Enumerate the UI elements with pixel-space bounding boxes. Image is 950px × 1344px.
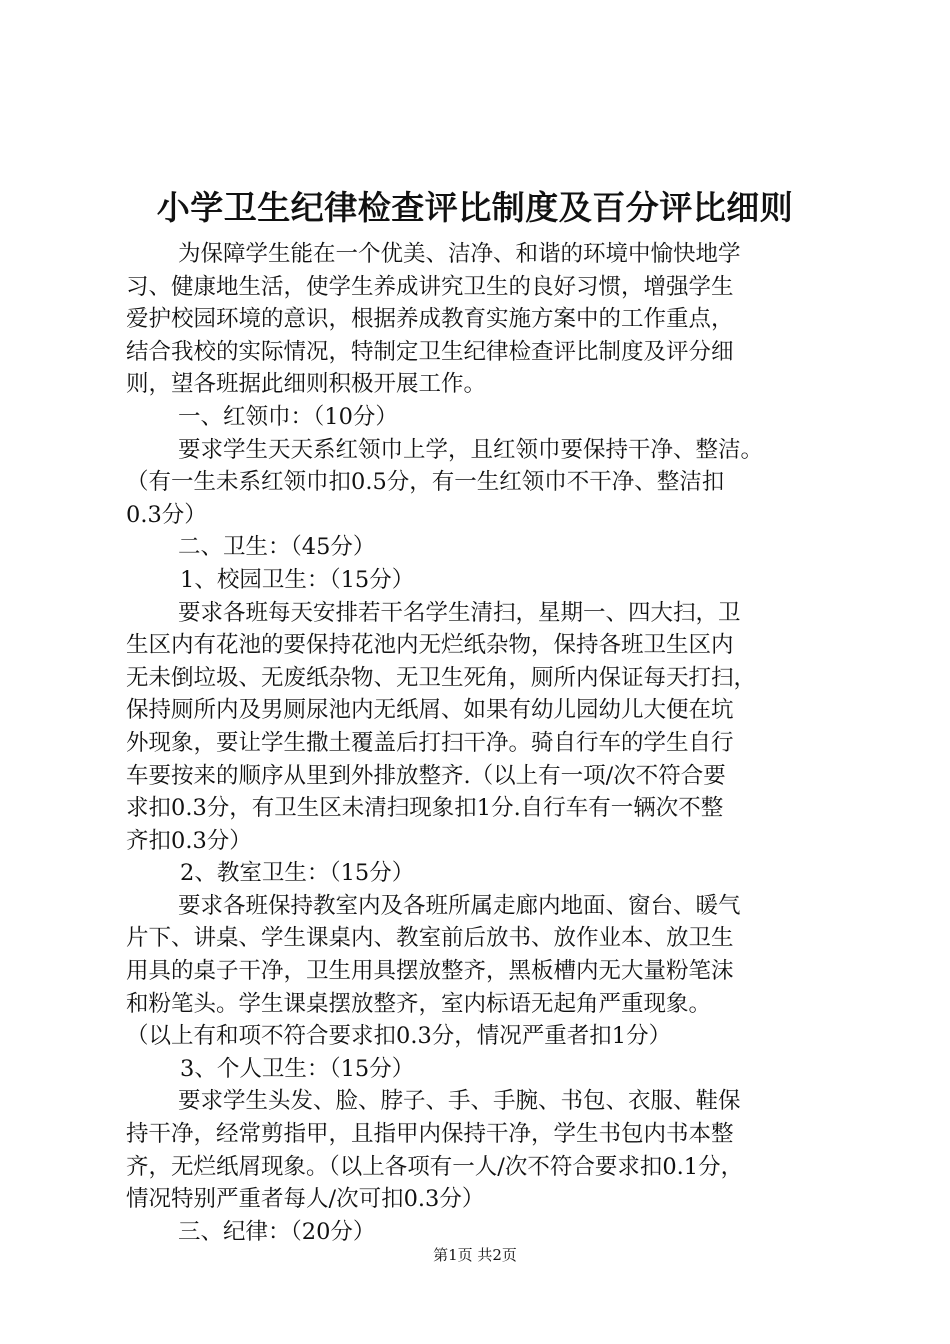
paragraph-line: 情况特别严重者每人/次可扣0.3分） bbox=[126, 1186, 485, 1213]
subsection-heading: 3、个人卫生：（15分） bbox=[180, 1055, 415, 1082]
paragraph-line: 车要按来的顺序从里到外排放整齐.（以上有一项/次不符合要 bbox=[126, 762, 726, 789]
paragraph-line: 习、健康地生活，使学生养成讲究卫生的良好习惯，增强学生 bbox=[126, 273, 734, 300]
paragraph-line: 要求各班每天安排若干名学生清扫，星期一、四大扫，卫 bbox=[178, 599, 741, 626]
paragraph-line: 保持厕所内及男厕尿池内无纸屑、如果有幼儿园幼儿大便在坑 bbox=[126, 697, 734, 724]
document-title: 小学卫生纪律检查评比制度及百分评比细则 bbox=[156, 188, 794, 227]
paragraph-line: （有一生未系红领巾扣0.5分，有一生红领巾不干净、整洁扣 bbox=[126, 469, 725, 496]
paragraph-line: 齐扣0.3分） bbox=[126, 827, 252, 854]
section-heading: 二、卫生：（45分） bbox=[178, 534, 376, 561]
paragraph-line: 外现象，要让学生撒土覆盖后打扫干净。骑自行车的学生自行 bbox=[126, 729, 734, 756]
section-heading: 三、纪律：（20分） bbox=[178, 1218, 376, 1245]
subsection-heading: 1、校园卫生：（15分） bbox=[180, 566, 415, 593]
document-body bbox=[126, 238, 838, 1248]
paragraph-line: 齐，无烂纸屑现象。（以上各项有一人/次不符合要求扣0.1分， bbox=[126, 1153, 744, 1180]
paragraph-line: 和粉笔头。学生课桌摆放整齐，室内标语无起角严重现象。 bbox=[126, 990, 712, 1017]
paragraph-line: 则，望各班据此细则积极开展工作。 bbox=[126, 371, 487, 398]
paragraph-line: （以上有和项不符合要求扣0.3分，情况严重者扣1分） bbox=[126, 1023, 672, 1050]
paragraph-line: 求扣0.3分，有卫生区未清扫现象扣1分.自行车有一辆次不整 bbox=[126, 795, 724, 822]
paragraph-line: 用具的桌子干净，卫生用具摆放整齐，黑板槽内无大量粉笔沫 bbox=[126, 958, 734, 985]
paragraph-line: 爱护校园环境的意识，根据养成教育实施方案中的工作重点， bbox=[126, 306, 734, 333]
paragraph-line: 持干净，经常剪指甲，且指甲内保持干净，学生书包内书本整 bbox=[126, 1121, 734, 1148]
paragraph-line: 无未倒垃圾、无废纸杂物、无卫生死角，厕所内保证每天打扫， bbox=[126, 664, 757, 691]
paragraph-line: 为保障学生能在一个优美、洁净、和谐的环境中愉快地学 bbox=[178, 241, 741, 267]
paragraph-line: 要求学生天天系红领巾上学，且红领巾要保持干净、整洁。 bbox=[178, 436, 764, 463]
paragraph-line: 要求各班保持教室内及各班所属走廊内地面、窗台、暖气 bbox=[178, 892, 741, 919]
paragraph-line: 生区内有花池的要保持花池内无烂纸杂物，保持各班卫生区内 bbox=[126, 632, 734, 659]
section-heading: 一、红领巾：（10分） bbox=[178, 403, 398, 430]
paragraph-line: 结合我校的实际情况，特制定卫生纪律检查评比制度及评分细 bbox=[126, 338, 734, 365]
paragraph-line: 要求学生头发、脸、脖子、手、手腕、书包、衣服、鞋保 bbox=[178, 1088, 741, 1115]
paragraph-line: 0.3分） bbox=[126, 501, 207, 528]
subsection-heading: 2、教室卫生：（15分） bbox=[180, 860, 415, 887]
page-footer: 第1页 共2页 bbox=[433, 1246, 517, 1264]
paragraph-line: 片下、讲桌、学生课桌内、教室前后放书、放作业本、放卫生 bbox=[126, 925, 734, 952]
